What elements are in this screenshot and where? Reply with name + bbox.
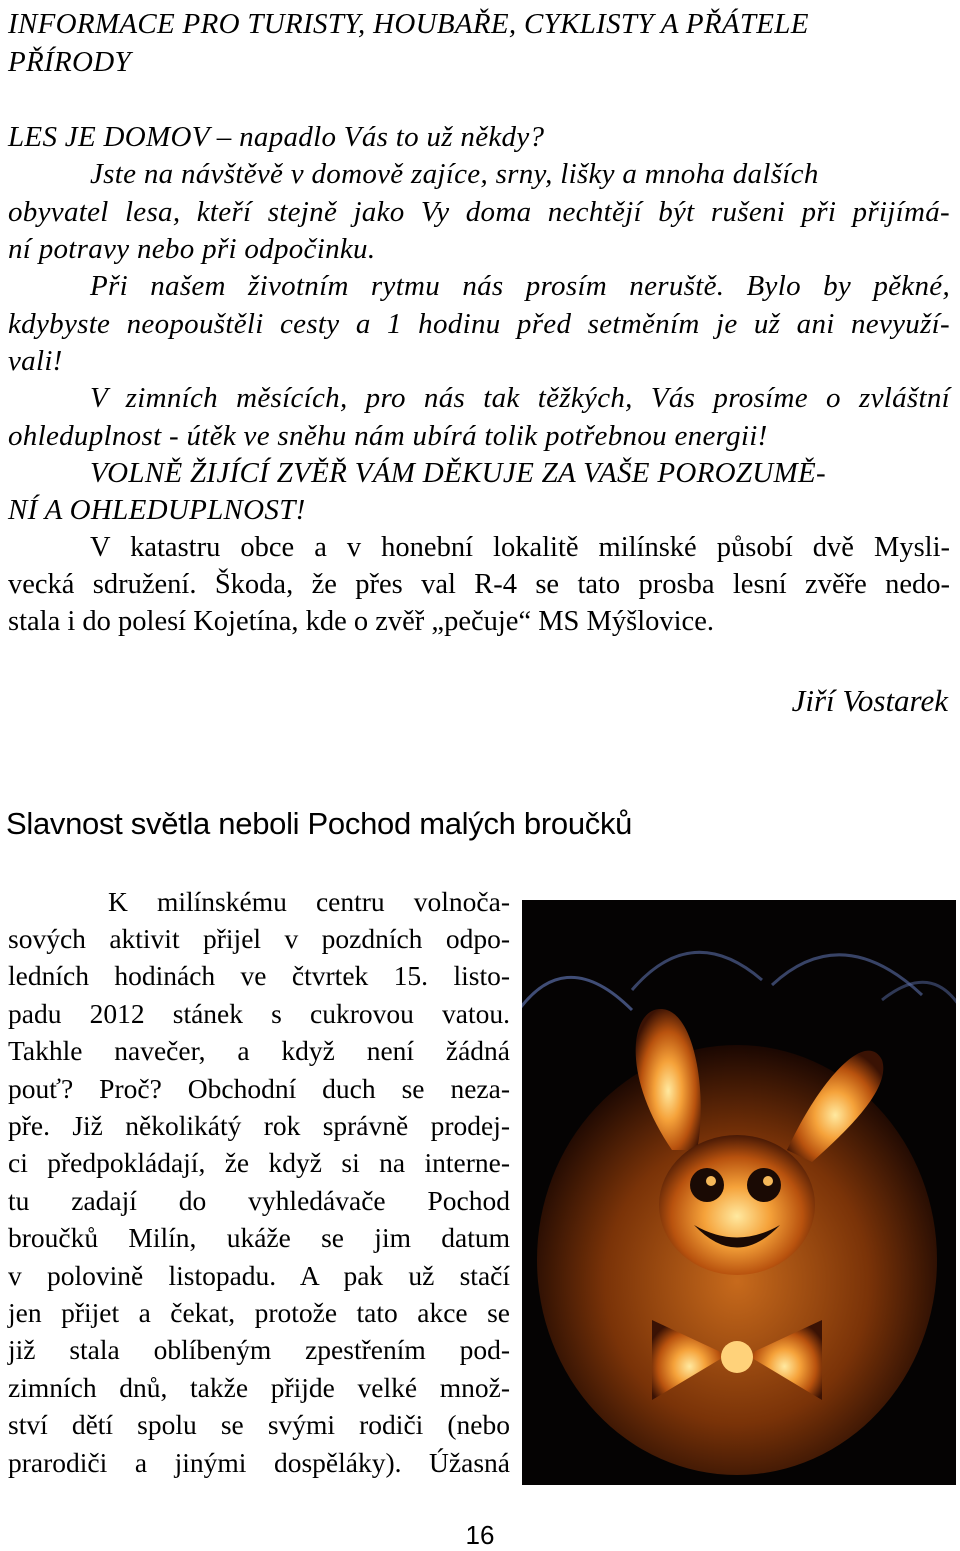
col-line-9: tu zadají do vyhledávače Pochod (8, 1185, 510, 1216)
body-line-5: Při našem životním rytmu nás prosím neruště. Bylo by pěkné, (90, 270, 950, 302)
col-line-11: v polovině listopadu. A pak už stačí (8, 1260, 510, 1291)
col-line-6: pouť? Proč? Obchodní duch se neza- (8, 1073, 510, 1104)
col-line-13: již stala oblíbeným zpestřením pod- (8, 1334, 510, 1365)
title-line-1: INFORMACE PRO TURISTY, HOUBAŘE, CYKLISTY A PŘÁTELE (8, 8, 809, 40)
col-line-10: broučků Milín, ukáže se jim datum (8, 1222, 510, 1253)
article-heading: Slavnost světla neboli Pochod malých broučků (6, 806, 633, 841)
col-line-15: ství dětí spolu se svými rodiči (nebo (8, 1409, 510, 1440)
body-line-6: kdybyste neopouštěli cesty a 1 hodinu před setměním je už ani nevyuží- (8, 308, 950, 340)
pumpkin-lantern-illustration (522, 900, 956, 1485)
pumpkin-lantern-photo (522, 900, 956, 1485)
col-line-5: Takhle navečer, a když není žádná (8, 1035, 510, 1066)
plain-line-3: stala i do polesí Kojetína, kde o zvěř „pečuje“ MS Mýšlovice. (8, 606, 714, 637)
plain-line-2: vecká sdružení. Škoda, že přes val R-4 se tato prosba lesní zvěře nedo- (8, 569, 950, 600)
col-line-3: ledních hodinách ve čtvrtek 15. listo- (8, 960, 510, 991)
body-line-11: NÍ A OHLEDUPLNOST! (8, 494, 306, 526)
body-line-2: Jste na návštěvě v domově zajíce, srny, lišky a mnoha dalších (90, 158, 819, 190)
col-line-1: K milínskému centru volnoča- (108, 886, 510, 917)
body-line-10: VOLNĚ ŽIJÍCÍ ZVĚŘ VÁM DĚKUJE ZA VAŠE POROZUMĚ- (90, 457, 826, 489)
body-line-8: V zimních měsících, pro nás tak těžkých, Vás prosíme o zvláštní (90, 382, 950, 414)
col-line-12: jen přijet a čekat, protože tato akce se (8, 1297, 510, 1328)
col-line-4: padu 2012 stánek s cukrovou vatou. (8, 998, 510, 1029)
body-line-7: vali! (8, 345, 63, 377)
body-line-1: LES JE DOMOV – napadlo Vás to už někdy? (8, 121, 545, 153)
body-line-4: ní potravy nebo při odpočinku. (8, 233, 376, 265)
body-line-9: ohleduplnost - útěk ve sněhu nám ubírá tolik potřebnou energii! (8, 420, 768, 452)
plain-line-1: V katastru obce a v honební lokalitě milínské působí dvě Mysli- (90, 532, 950, 563)
col-line-7: pře. Již několikátý rok správně prodej- (8, 1110, 510, 1141)
col-line-2: sových aktivit přijel v pozdních odpo- (8, 923, 510, 954)
title-line-2: PŘÍRODY (8, 46, 131, 78)
col-line-14: zimních dnů, takže přijde velké množ- (8, 1372, 510, 1403)
page-number: 16 (465, 1520, 495, 1550)
col-line-8: ci předpokládají, že když si na interne- (8, 1147, 510, 1178)
body-line-3: obyvatel lesa, kteří stejně jako Vy doma nechtějí být rušeni při přijímá- (8, 196, 950, 228)
col-line-16: prarodiči a jinými dospěláky). Úžasná (8, 1447, 510, 1478)
author-signature: Jiří Vostarek (791, 683, 948, 718)
